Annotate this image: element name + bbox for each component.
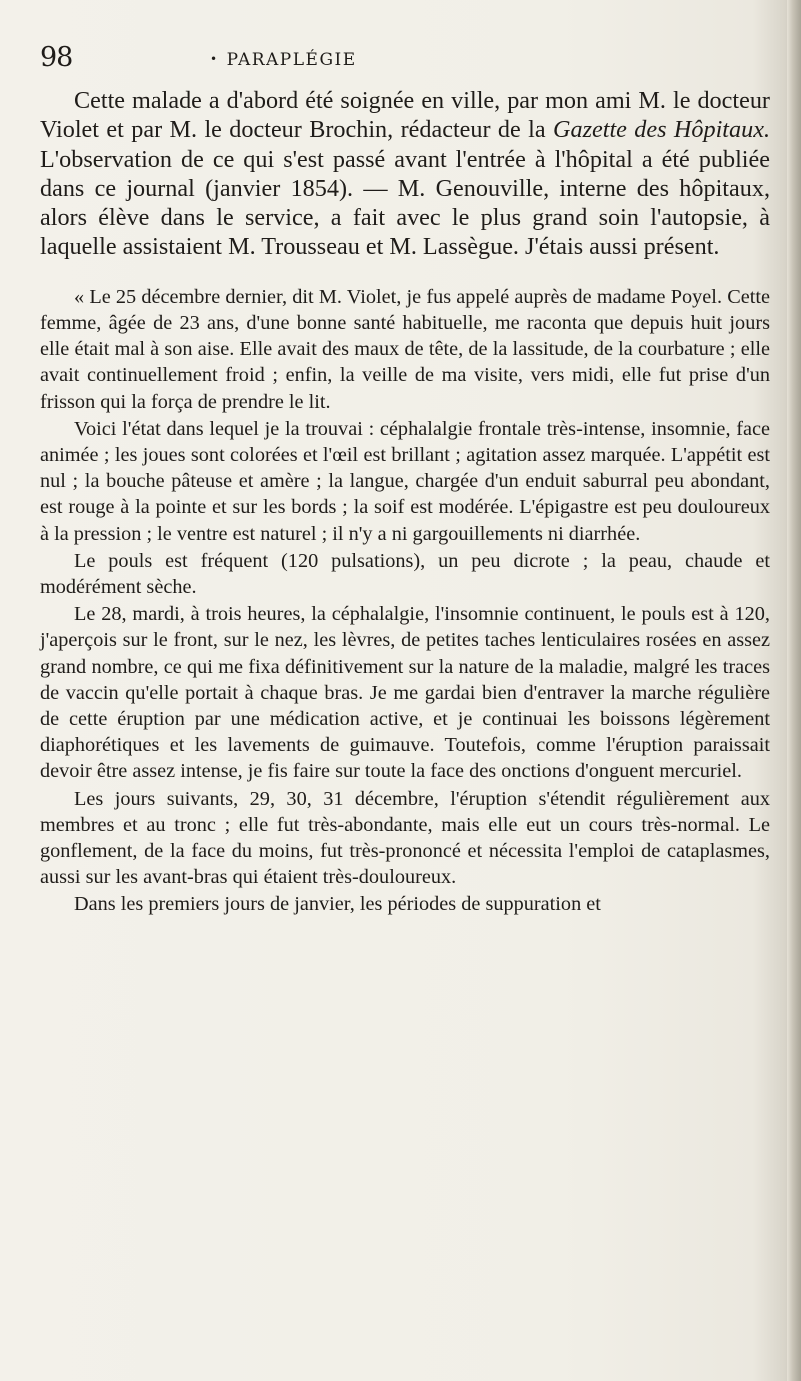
page-number: 98 (40, 42, 73, 73)
page-header (40, 42, 770, 82)
intro-paragraph (40, 86, 770, 262)
bullet-icon: • (210, 52, 219, 66)
quote-paragraph-2: Voici l'état dans lequel je la trouvai : céphalalgie frontale très-intense, insomnie, face animée ; les joues sont colorées et l'œil est brillant ; agitation assez marquée. L'appétit est nul ; la bouche pâteuse et amère ; la langue, chargée d'un enduit saburral peu abondant, est rouge à la pointe et sur les bords ; la soif est modérée. L'épigastre est peu douloureux à la pression ; le ventre est naturel ; il n'y a ni gargouillements ni diarrhée. (40, 417, 770, 545)
quote-paragraph-5: Les jours suivants, 29, 30, 31 décembre, l'éruption s'étendit régulièrement aux membres et au tronc ; elle fut très-abondante, mais elle eut un cours très-normal. Le gonflement, de la face du moins, fut très-prononcé et nécessita l'emploi de cataplasmes, aussi sur les avant-bras qui étaient très-douloureux. (40, 787, 770, 889)
quote-paragraph-6: Dans les premiers jours de janvier, les périodes de suppuration et (74, 893, 601, 916)
intro-text-part-2: L'observation de ce qui s'est passé avant l'entrée à l'hôpital a été publiée dans ce journal (janvier 1854). — M. Genouville, interne des hôpitaux, alors élève dans le service, a fait avec le plus grand soin l'autopsie, à laquelle assistaient M. Trousseau et M. Lassègue. J'étais aussi présent. (40, 145, 770, 261)
quote-paragraph-3: Le pouls est fréquent (120 pulsations), un peu dicrote ; la peau, chaude et modérément sèche. (40, 549, 770, 599)
intro-text-part-1: Cette malade a d'abord été soignée en ville, par mon ami M. le docteur Violet et par M. le docteur Brochin, rédacteur de la (40, 87, 770, 144)
running-head-title: PARAPLÉGIE (226, 50, 357, 70)
quote-paragraph-4: Le 28, mardi, à trois heures, la céphalalgie, l'insomnie continuent, le pouls est à 120, j'aperçois sur le front, sur le nez, les lèvres, de petites taches lenticulaires rosées en assez grand nombre, ce qui me fixa définitivement sur la nature de la maladie, malgré les traces de vaccin qu'elle portait à chaque bras. Je me gardai bien d'entraver la marche régulière de cette éruption par une médication active, et je continuai les boissons légèrement diaphorétiques et les lavements de guimauve. Toutefois, comme l'éruption paraissait devoir être assez intense, je fis faire sur toute la face des onctions d'onguent mercuriel. (40, 603, 770, 783)
page-binding-edge (787, 0, 801, 1381)
running-head (210, 50, 357, 70)
journal-title: Gazette des Hôpitaux. (553, 116, 770, 144)
quote-paragraph-1: « Le 25 décembre dernier, dit M. Violet, je fus appelé auprès de madame Poyel. Cette femme, âgée de 23 ans, d'une bonne santé habituelle, me raconta que depuis huit jours elle était mal à son aise. Elle avait des maux de tête, de la lassitude, de la courbature ; elle avait continuellement froid ; enfin, la veille de ma visite, vers midi, elle fut prise d'un frisson qui la força de prendre le lit. (40, 285, 770, 413)
body-text (40, 86, 770, 918)
